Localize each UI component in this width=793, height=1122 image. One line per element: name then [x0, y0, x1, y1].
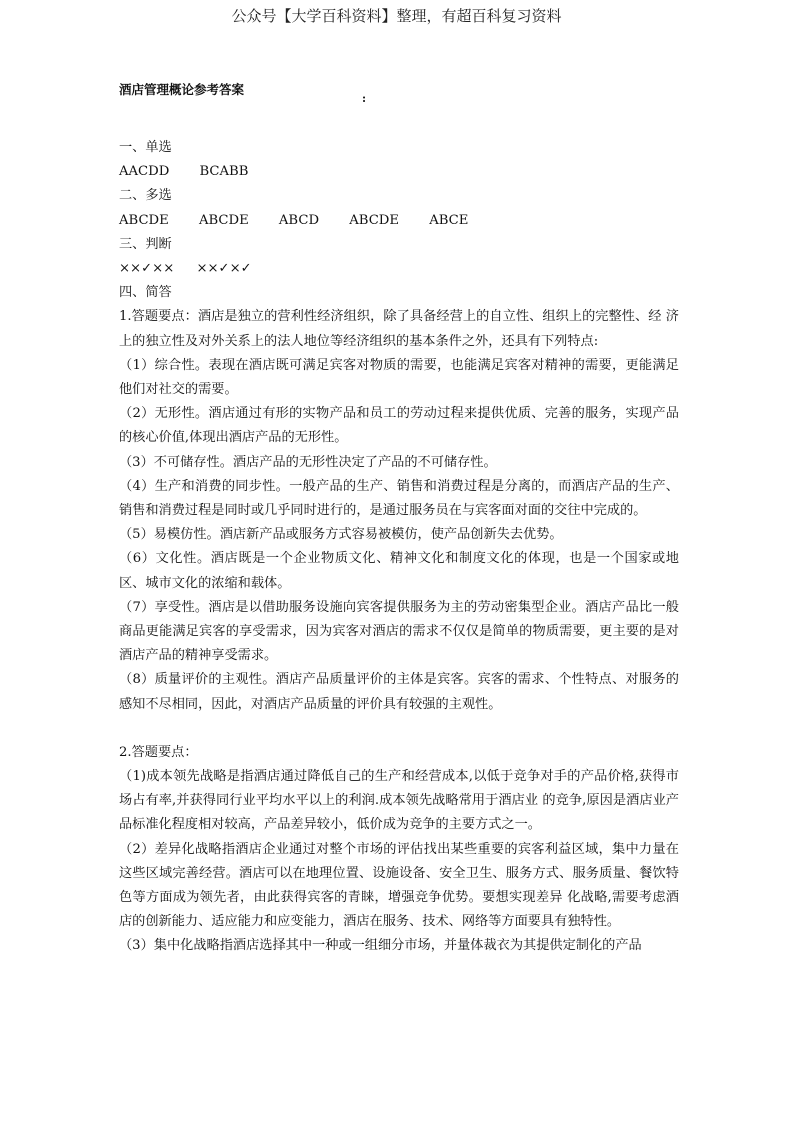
answer-group: ××✓××: [119, 260, 175, 276]
section-single-choice-heading: 一、单选: [119, 140, 172, 155]
q2-point-1: （1)成本领先战略是指酒店通过降低自己的生产和经营成本,以低于竞争对手的产品价格,获得市场占有率,并获得同行业平均水平以上的利润.成本领先战略常用于酒店业 的竞争,原因是酒店业产品标准化程度相对较高，产品差异较小，低价成为竞争的主要方式之一。: [119, 768, 679, 833]
page-title: 酒店管理概论参考答案: [119, 82, 245, 97]
q2-intro: 2.答题要点：: [119, 744, 198, 760]
multi-choice-answers: [119, 209, 679, 233]
answer-group: ××✓×✓: [196, 260, 252, 276]
q1-point-2: （2）无形性。酒店通过有形的实物产品和员工的劳动过程来提供优质、完善的服务，实现产品的核心价值,体现出酒店产品的无形性。: [119, 406, 679, 446]
answer-group: ABCDE: [198, 212, 249, 228]
stray-mark: :: [362, 92, 367, 105]
q1-point-6: （6）文化性。酒店既是一个企业物质文化、精神文化和制度文化的体现，也是一个国家或地区、城市文化的浓缩和载体。: [119, 551, 679, 591]
q1-point-3: （3）不可储存性。酒店产品的无形性决定了产品的不可储存性。: [119, 454, 497, 470]
section-multi-choice-heading: 二、多选: [119, 188, 172, 204]
answer-content: [119, 136, 679, 959]
answer-group: ABCE: [429, 212, 469, 228]
q1-point-7: （7）享受性。酒店是以借助服务设施向宾客提供服务为主的劳动密集型企业。酒店产品比一般商品更能满足宾客的享受需求，因为宾客对酒店的需求不仅仅是简单的物质需要，更主要的是对酒店产品的精神享受需求。: [119, 599, 679, 664]
section-short-answer-heading: 四、简答: [119, 285, 172, 301]
section-judgement-heading: 三、判断: [119, 236, 172, 252]
q1-point-5: （5）易模仿性。酒店新产品或服务方式容易被模仿，使产品创新失去优势。: [119, 527, 563, 543]
answer-group: ABCDE: [349, 212, 399, 228]
q1-point-8: （8）质量评价的主观性。酒店产品质量评价的主体是宾客。宾客的需求、个性特点、对服务的感知不尽相同，因此，对酒店产品质量的评价具有较强的主观性。: [119, 672, 679, 712]
page-header: 公众号【大学百科资料】整理，有超百科复习资料: [231, 7, 562, 25]
q2-point-2: （2）差异化战略指酒店企业通过对整个市场的评估找出某些重要的宾客利益区域，集中力量在这些区域完善经营。酒店可以在地理位置、设施设备、安全卫生、服务方式、服务质量、餐饮特色等方面成为领先者，由此获得宾客的青睐，增强竞争优势。要想实现差异 化战略,需要考虑酒店的创新能力、适应能力和应变能力，酒店在服务、技术、网络等方面要具有独特性。: [119, 841, 679, 930]
spacer: [119, 717, 679, 741]
judgement-answers: [119, 257, 679, 281]
answer-group: AACDD: [119, 164, 170, 180]
single-choice-answers: [119, 160, 679, 184]
answer-group: BCABB: [199, 164, 249, 180]
q1-point-4: （4）生产和消费的同步性。一般产品的生产、销售和消费过程是分离的，而酒店产品的生产、销售和消费过程是同时或几乎同时进行的，是通过服务员在与宾客面对面的交往中完成的。: [119, 478, 679, 518]
q2-point-3: （3）集中化战略指酒店选择其中一种或一组细分市场，并量体裁衣为其提供定制化的产品: [119, 938, 642, 954]
answer-group: ABCDE: [119, 212, 169, 228]
q1-intro: 1.答题要点：酒店是独立的营利性经济组织，除了具备经营上的自立性、组织上的完整性、经 济上的独立性及对外关系上的法人地位等经济组织的基本条件之外，还具有下列特点:: [119, 309, 679, 349]
q1-point-1: （1）综合性。表现在酒店既可满足宾客对物质的需要，也能满足宾客对精神的需要，更能满足他们对社交的需要。: [119, 357, 679, 397]
answer-group: ABCD: [278, 212, 320, 228]
